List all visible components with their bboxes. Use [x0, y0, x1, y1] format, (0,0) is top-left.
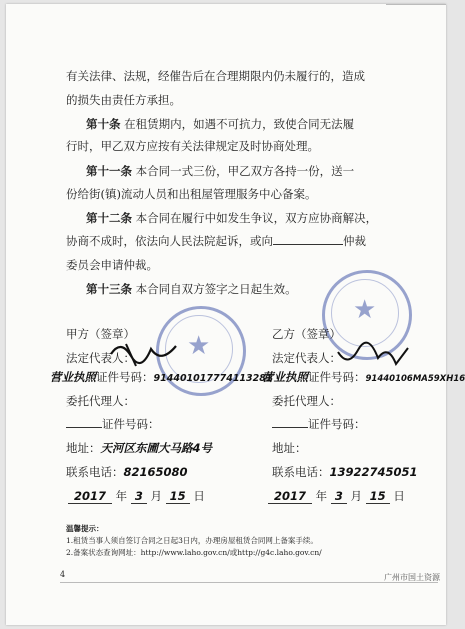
party-b-id-type: 营业执照 [262, 370, 308, 384]
month-suffix: 月 [350, 489, 362, 503]
party-b-id-value: 91440106MA59XH16 [365, 374, 465, 384]
party-a-title: 甲方（签章） [66, 327, 135, 341]
paragraph-line: 有关法律、法规，经催告后在合理期限内仍未履行的，造成 [66, 69, 365, 83]
article-label: 第十一条 [86, 164, 132, 178]
paragraph-line: 行时，甲乙双方应按有关法律规定及时协商处理。 [66, 139, 319, 153]
seal-star-icon: ★ [187, 331, 211, 361]
party-a-address-value: 天河区东圃大马路4号 [100, 441, 213, 455]
party-a-year: 2017 [68, 489, 112, 504]
party-b-phone-value: 13922745051 [329, 465, 418, 479]
year-suffix: 年 [315, 489, 328, 503]
arbitration-text-a: 协商不成时，依法向人民法院起诉，或向 [66, 234, 273, 248]
paragraph-line [66, 233, 406, 249]
article-11 [86, 163, 426, 179]
party-a-id-label: 证件号码： [96, 370, 154, 384]
tip-1: 1.租赁当事人须自签订合同之日起3日内，办理房屋租赁合同网上备案手续。 [66, 536, 318, 545]
party-b-date [268, 488, 405, 504]
party-a-date [68, 488, 205, 504]
article-10 [86, 116, 426, 132]
party-b-address-label: 地址： [272, 441, 307, 455]
article-label: 第十三条 [86, 282, 132, 296]
article-text: 本合同一式三份，甲乙双方各持一份，送一 [135, 164, 355, 178]
party-a-day: 15 [166, 489, 190, 504]
article-text: 在租赁期内，如遇不可抗力，致使合同无法履 [124, 117, 355, 131]
article-12 [86, 210, 426, 226]
agent-id-blank [272, 418, 308, 428]
issuer-name: 广州市国土资源 [384, 573, 440, 582]
seal-star-icon: ★ [353, 295, 377, 325]
tips-title: 温馨提示： [66, 524, 104, 533]
article-text: 本合同自双方签字之日起生效。 [135, 282, 297, 296]
party-a-agent-label: 委托代理人： [66, 394, 135, 408]
footer-rule [60, 582, 438, 583]
agent-id-blank [66, 418, 102, 428]
party-a-month: 3 [131, 489, 147, 504]
tip-2: 2.备案状态查询网址：http://www.laho.gov.cn/或http://g4c.laho.gov.cn/ [66, 548, 322, 557]
month-suffix: 月 [150, 489, 162, 503]
party-b-rep-label: 法定代表人： [272, 351, 341, 365]
article-label: 第十条 [86, 117, 121, 131]
arbitration-text-b: 仲裁 [343, 234, 366, 248]
party-a-rep-label: 法定代表人： [66, 351, 135, 365]
party-a-phone [66, 464, 188, 480]
paragraph-line: 委员会申请仲裁。 [66, 258, 158, 272]
party-b-id-row [262, 369, 465, 385]
party-b-phone [272, 464, 418, 480]
party-b-year: 2017 [268, 489, 312, 504]
party-a-phone-label: 联系电话： [66, 465, 124, 479]
party-a-id-type: 营业执照 [50, 370, 96, 384]
paragraph-line: 的损失由责任方承担。 [66, 93, 181, 107]
day-suffix: 日 [193, 489, 205, 503]
party-b-address [272, 440, 307, 456]
contract-page [6, 4, 465, 625]
party-a-agent-id [66, 416, 160, 432]
paragraph-line: 份给街(镇)流动人员和出租屋管理服务中心备案。 [66, 187, 317, 201]
party-b-month: 3 [331, 489, 347, 504]
party-b-phone-label: 联系电话： [272, 465, 330, 479]
party-a-id-row [50, 369, 272, 385]
party-a-phone-value: 82165080 [123, 465, 188, 479]
arbitration-blank [273, 235, 343, 245]
party-b-agent-id-label: 证件号码： [308, 417, 366, 431]
party-a-id-value: 914401017774113281 [153, 373, 273, 384]
year-suffix: 年 [115, 489, 128, 503]
party-b-id-label: 证件号码： [308, 370, 366, 384]
party-b-title: 乙方（签章） [272, 327, 341, 341]
party-b-day: 15 [366, 489, 390, 504]
top-rule [386, 4, 446, 5]
party-b-agent-label: 委托代理人： [272, 394, 341, 408]
party-b-agent-id [272, 416, 366, 432]
day-suffix: 日 [393, 489, 405, 503]
party-a-address [66, 440, 212, 456]
page-number: 4 [60, 570, 66, 579]
article-text: 本合同在履行中如发生争议，双方应协商解决， [135, 211, 378, 225]
party-a-agent-id-label: 证件号码： [102, 417, 160, 431]
party-a-address-label: 地址： [66, 441, 101, 455]
article-label: 第十二条 [86, 211, 132, 225]
